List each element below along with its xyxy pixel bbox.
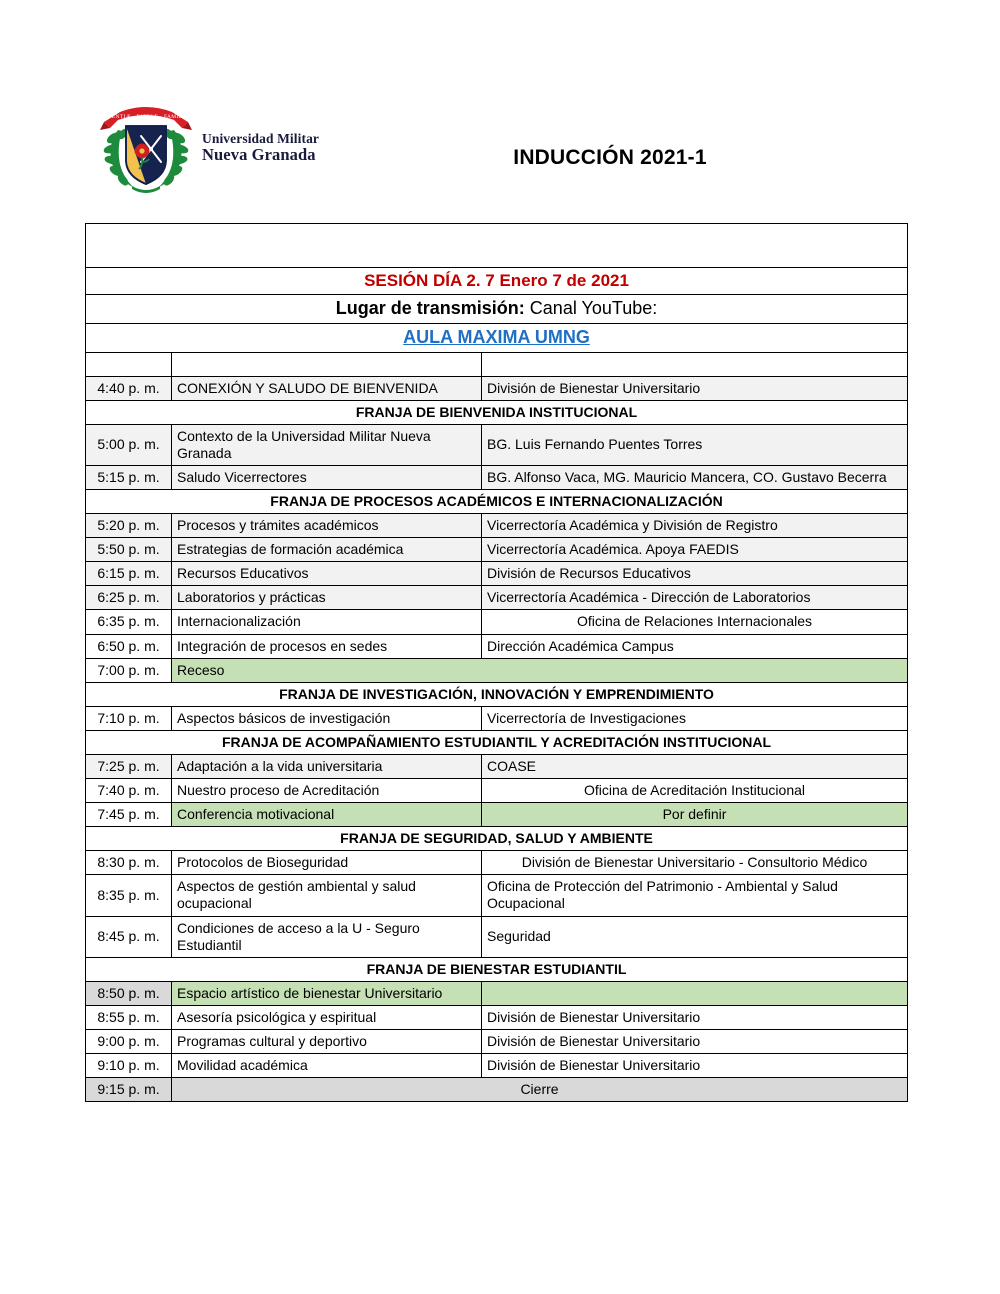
cell-responsable: División de Recursos Educativos [482,562,908,586]
cell-tematica: Protocolos de Bioseguridad [172,851,482,875]
cell-tematica: Programas cultural y deportivo [172,1029,482,1053]
table-row [86,981,908,1005]
cell-hora: 7:00 p. m. [86,658,172,682]
cell-responsable: Seguridad [482,916,908,957]
section-band-row [86,957,908,981]
cell-tematica: Aspectos de gestión ambiental y salud ocupacional [172,875,482,916]
column-header-row [86,353,908,376]
section-band-row [86,682,908,706]
table-row [86,610,908,634]
section-band-label: FRANJA DE PROCESOS ACADÉMICOS E INTERNACIONALIZACIÓN [86,490,908,514]
table-row [86,424,908,465]
university-wordmark [202,132,332,164]
cell-tematica: Estrategias de formación académica [172,538,482,562]
broadcast-place-row [86,295,908,324]
table-row [86,466,908,490]
table-row [86,706,908,730]
cell-hora: 5:00 p. m. [86,424,172,465]
section-band-row [86,400,908,424]
cell-hora: 9:15 p. m. [86,1078,172,1102]
cell-hora: 8:35 p. m. [86,875,172,916]
cell-tematica: Contexto de la Universidad Militar Nueva Granada [172,424,482,465]
section-band-label: FRANJA DE BIENESTAR ESTUDIANTIL [86,957,908,981]
table-row [86,514,908,538]
cell-hora: 6:50 p. m. [86,634,172,658]
cell-responsable: Oficina de Relaciones Internacionales [482,610,908,634]
section-band-label: FRANJA DE INVESTIGACIÓN, INNOVACIÓN Y EMPRENDIMIENTO [86,682,908,706]
cell-tematica: Conferencia motivacional [172,803,482,827]
cell-hora: 9:10 p. m. [86,1053,172,1077]
cell-hora: 6:25 p. m. [86,586,172,610]
cell-responsable: Vicerrectoría Académica y División de Registro [482,514,908,538]
cell-responsable: Vicerrectoría de Investigaciones [482,706,908,730]
section-band-label: FRANJA DE BIENVENIDA INSTITUCIONAL [86,400,908,424]
column-header-hora: HORA [86,353,172,376]
cell-hora: 4:40 p. m. [86,376,172,400]
cell-tematica: Espacio artístico de bienestar Universitario [172,981,482,1005]
cell-tematica: Saludo Vicerrectores [172,466,482,490]
program-banner-title: PROGRAMAS NOCTURNOS [86,224,908,268]
cell-tematica: Movilidad académica [172,1053,482,1077]
cell-tematica: Procesos y trámites académicos [172,514,482,538]
cell-responsable: Por definir [482,803,908,827]
broadcast-place-cell [86,295,908,324]
column-header-tematica: TEMÁTICA [172,353,482,376]
cell-merged-note: Receso [172,658,908,682]
section-band-row [86,827,908,851]
cell-responsable: Oficina de Protección del Patrimonio - Ambiental y Salud Ocupacional [482,875,908,916]
cell-tematica: Laboratorios y prácticas [172,586,482,610]
schedule-container [85,223,907,1102]
cell-responsable: División de Bienestar Universitario [482,1029,908,1053]
cell-responsable: BG. Alfonso Vaca, MG. Mauricio Mancera, CO. Gustavo Becerra [482,466,908,490]
youtube-channel-link[interactable]: AULA MAXIMA UMNG [403,327,590,348]
cell-hora: 6:35 p. m. [86,610,172,634]
table-row [86,658,908,682]
cell-hora: 9:00 p. m. [86,1029,172,1053]
wordmark-line-2: Nueva Granada [202,145,316,165]
cell-tematica: Integración de procesos en sedes [172,634,482,658]
cell-tematica: Condiciones de acceso a la U - Seguro Estudiantil [172,916,482,957]
cell-tematica: Asesoría psicológica y espiritual [172,1005,482,1029]
schedule-body [86,224,908,1102]
cell-hora: 8:55 p. m. [86,1005,172,1029]
cell-hora: 7:45 p. m. [86,803,172,827]
cell-responsable: BG. Luis Fernando Puentes Torres [482,424,908,465]
cell-tematica: Nuestro proceso de Acreditación [172,779,482,803]
schedule-table [85,223,908,1102]
session-text: SESIÓN DÍA 2. 7 Enero 7 de 2021 [86,267,908,295]
broadcast-place-value: Canal YouTube: [529,298,658,319]
session-banner-row [86,267,908,295]
section-band-label: FRANJA DE ACOMPAÑAMIENTO ESTUDIANTIL Y ACREDITACIÓN INSTITUCIONAL [86,730,908,754]
table-row [86,1029,908,1053]
cell-tematica: Recursos Educativos [172,562,482,586]
table-row [86,875,908,916]
table-row [86,562,908,586]
cell-responsable: Vicerrectoría Académica. Apoya FAEDIS [482,538,908,562]
table-row [86,586,908,610]
cell-hora: 8:30 p. m. [86,851,172,875]
broadcast-link-row [86,324,908,353]
table-row [86,851,908,875]
cell-responsable: Dirección Académica Campus [482,634,908,658]
cell-hora: 5:20 p. m. [86,514,172,538]
cell-responsable: COASE [482,754,908,778]
table-row [86,538,908,562]
section-band-label: FRANJA DE SEGURIDAD, SALUD Y AMBIENTE [86,827,908,851]
university-logo [96,100,326,200]
cell-responsable: División de Bienestar Universitario [482,376,908,400]
table-row [86,916,908,957]
broadcast-link-cell [86,324,908,353]
cell-tematica: Aspectos básicos de investigación [172,706,482,730]
section-band-row [86,490,908,514]
cell-merged-note: Cierre [172,1078,908,1102]
cell-responsable: Vicerrectoría Académica - Dirección de Laboratorios [482,586,908,610]
table-row [86,634,908,658]
svg-text:SCIENTIÆ · PATRIÆ · FAMILIÆ: SCIENTIÆ · PATRIÆ · FAMILIÆ [102,114,190,120]
cell-responsable: División de Bienestar Universitario [482,1053,908,1077]
table-row [86,1005,908,1029]
cell-hora: 7:10 p. m. [86,706,172,730]
cell-tematica: CONEXIÓN Y SALUDO DE BIENVENIDA [172,376,482,400]
table-row [86,1078,908,1102]
cell-hora: 7:40 p. m. [86,779,172,803]
table-row [86,376,908,400]
section-band-row [86,730,908,754]
table-row [86,803,908,827]
cell-tematica: Internacionalización [172,610,482,634]
cell-responsable [482,981,908,1005]
cell-hora: 5:15 p. m. [86,466,172,490]
page-title: INDUCCIÓN 2021-1 [513,146,707,169]
program-banner-row [86,224,908,268]
table-row [86,779,908,803]
broadcast-place-label: Lugar de transmisión: [335,298,525,319]
umng-crest-icon [96,100,196,200]
cell-hora: 6:15 p. m. [86,562,172,586]
cell-hora: 8:45 p. m. [86,916,172,957]
cell-responsable: División de Bienestar Universitario [482,1005,908,1029]
column-header-responsable: RESPONSABLE [482,353,908,376]
cell-hora: 5:50 p. m. [86,538,172,562]
table-row [86,1053,908,1077]
cell-tematica: Adaptación a la vida universitaria [172,754,482,778]
cell-responsable: Oficina de Acreditación Institucional [482,779,908,803]
wordmark-line-1: Universidad Militar [202,131,320,146]
table-row [86,754,908,778]
cell-hora: 8:50 p. m. [86,981,172,1005]
cell-responsable: División de Bienestar Universitario - Consultorio Médico [482,851,908,875]
masthead [0,100,1000,200]
cell-hora: 7:25 p. m. [86,754,172,778]
